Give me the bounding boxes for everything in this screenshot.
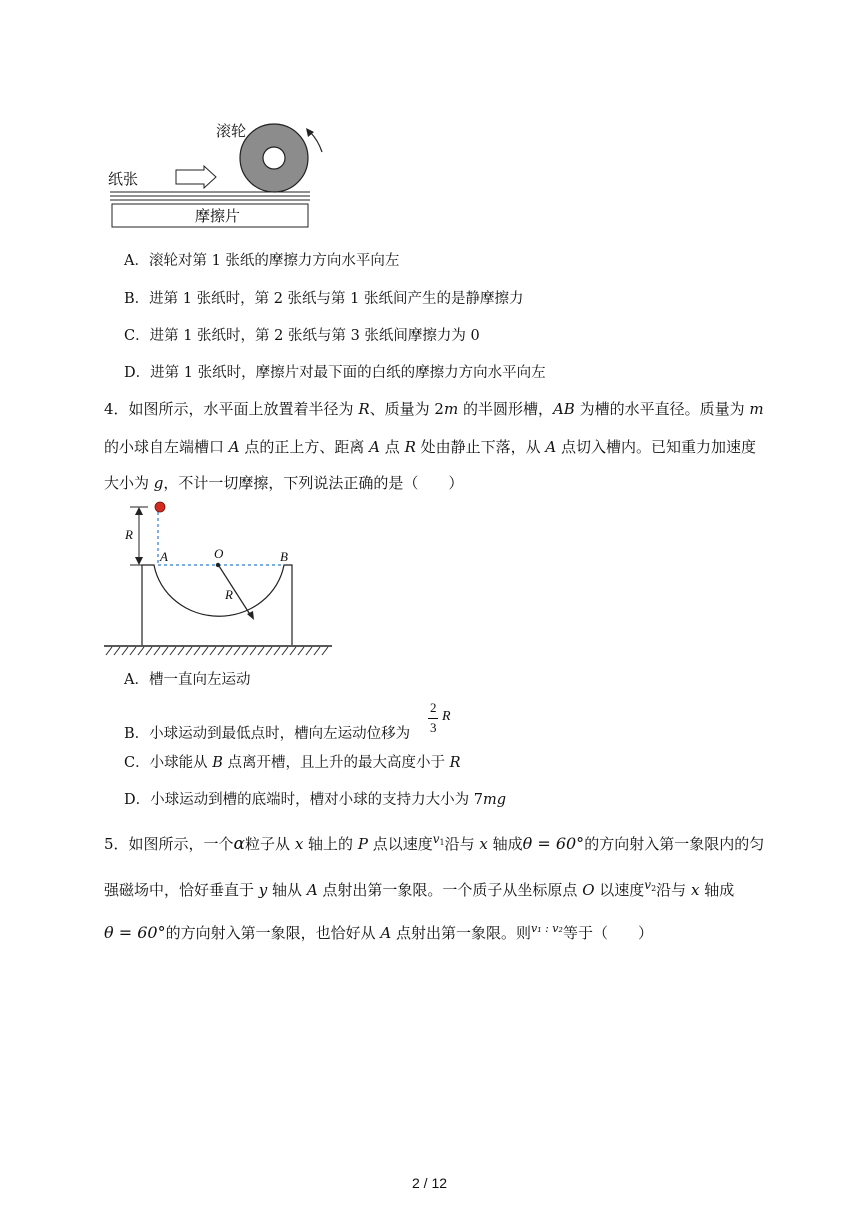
q4-option-b-fraction: 2 3 R	[430, 700, 451, 735]
label-R-radius: R	[225, 587, 233, 602]
q5-line-2: 强磁场中，恰好垂直于 y 轴从 A 点射出第一象限。一个质子从坐标原点 O 以速度$^{v2}$沿与 x 轴成	[104, 878, 735, 899]
label-A: A	[160, 549, 168, 564]
q4-option-c: C．小球能从 B 点离开槽，且上升的最大高度小于 R	[124, 755, 461, 771]
ball-icon	[155, 502, 165, 512]
q3-option-b: B．进第 1 张纸时，第 2 张纸与第 1 张纸间产生的是静摩擦力	[124, 291, 524, 307]
right-arrow-icon	[176, 166, 216, 188]
q4-line-3: 大小为 g，不计一切摩擦，下列说法正确的是（ ）	[104, 474, 464, 492]
paper-label: 纸张	[108, 170, 139, 188]
groove-diagram	[100, 495, 340, 660]
rotation-arrow-icon	[310, 132, 322, 152]
label-O: O	[214, 546, 224, 561]
q3-option-c: C．进第 1 张纸时，第 2 张纸与第 3 张纸间摩擦力为 0	[124, 328, 480, 344]
figure-roller	[100, 110, 330, 235]
label-B: B	[280, 549, 288, 564]
roller-label: 滚轮	[216, 122, 247, 140]
q4-option-d: D．小球运动到槽的底端时，槽对小球的支持力大小为 7mg	[124, 792, 507, 808]
q5-line-1: 5．如图所示，一个α粒子从 x 轴上的 P 点以速度$^{v1}$沿与 x 轴成θ = 60°的方向射入第一象限内的匀	[104, 832, 765, 854]
q4-option-a: A．槽一直向左运动	[124, 672, 251, 688]
page-number: 2 / 12	[412, 1175, 448, 1191]
pad-label: 摩擦片	[195, 207, 241, 225]
label-R-height: R	[125, 527, 133, 542]
q5-line-3: θ = 60°的方向射入第一象限，也恰好从 A 点射出第一象限。则$^{v_1 : v_2}$等于（ ）	[104, 922, 653, 942]
q3-option-a: A．滚轮对第 1 张纸的摩擦力方向水平向左	[124, 253, 400, 269]
q3-option-d: D．进第 1 张纸时，摩擦片对最下面的白纸的摩擦力方向水平向左	[124, 365, 546, 381]
q4-line-2: 的小球自左端槽口 A 点的正上方、距离 A 点 R 处由静止下落，从 A 点切入槽内。已知重力加速度	[104, 438, 757, 456]
q4-option-b: B．小球运动到最低点时，槽向左运动位移为	[124, 726, 411, 742]
q4-line-1: 4．如图所示，水平面上放置着半径为 R、质量为 2m 的半圆形槽，AB 为槽的水平直径。质量为 m	[104, 400, 764, 418]
figure-groove	[100, 495, 340, 660]
